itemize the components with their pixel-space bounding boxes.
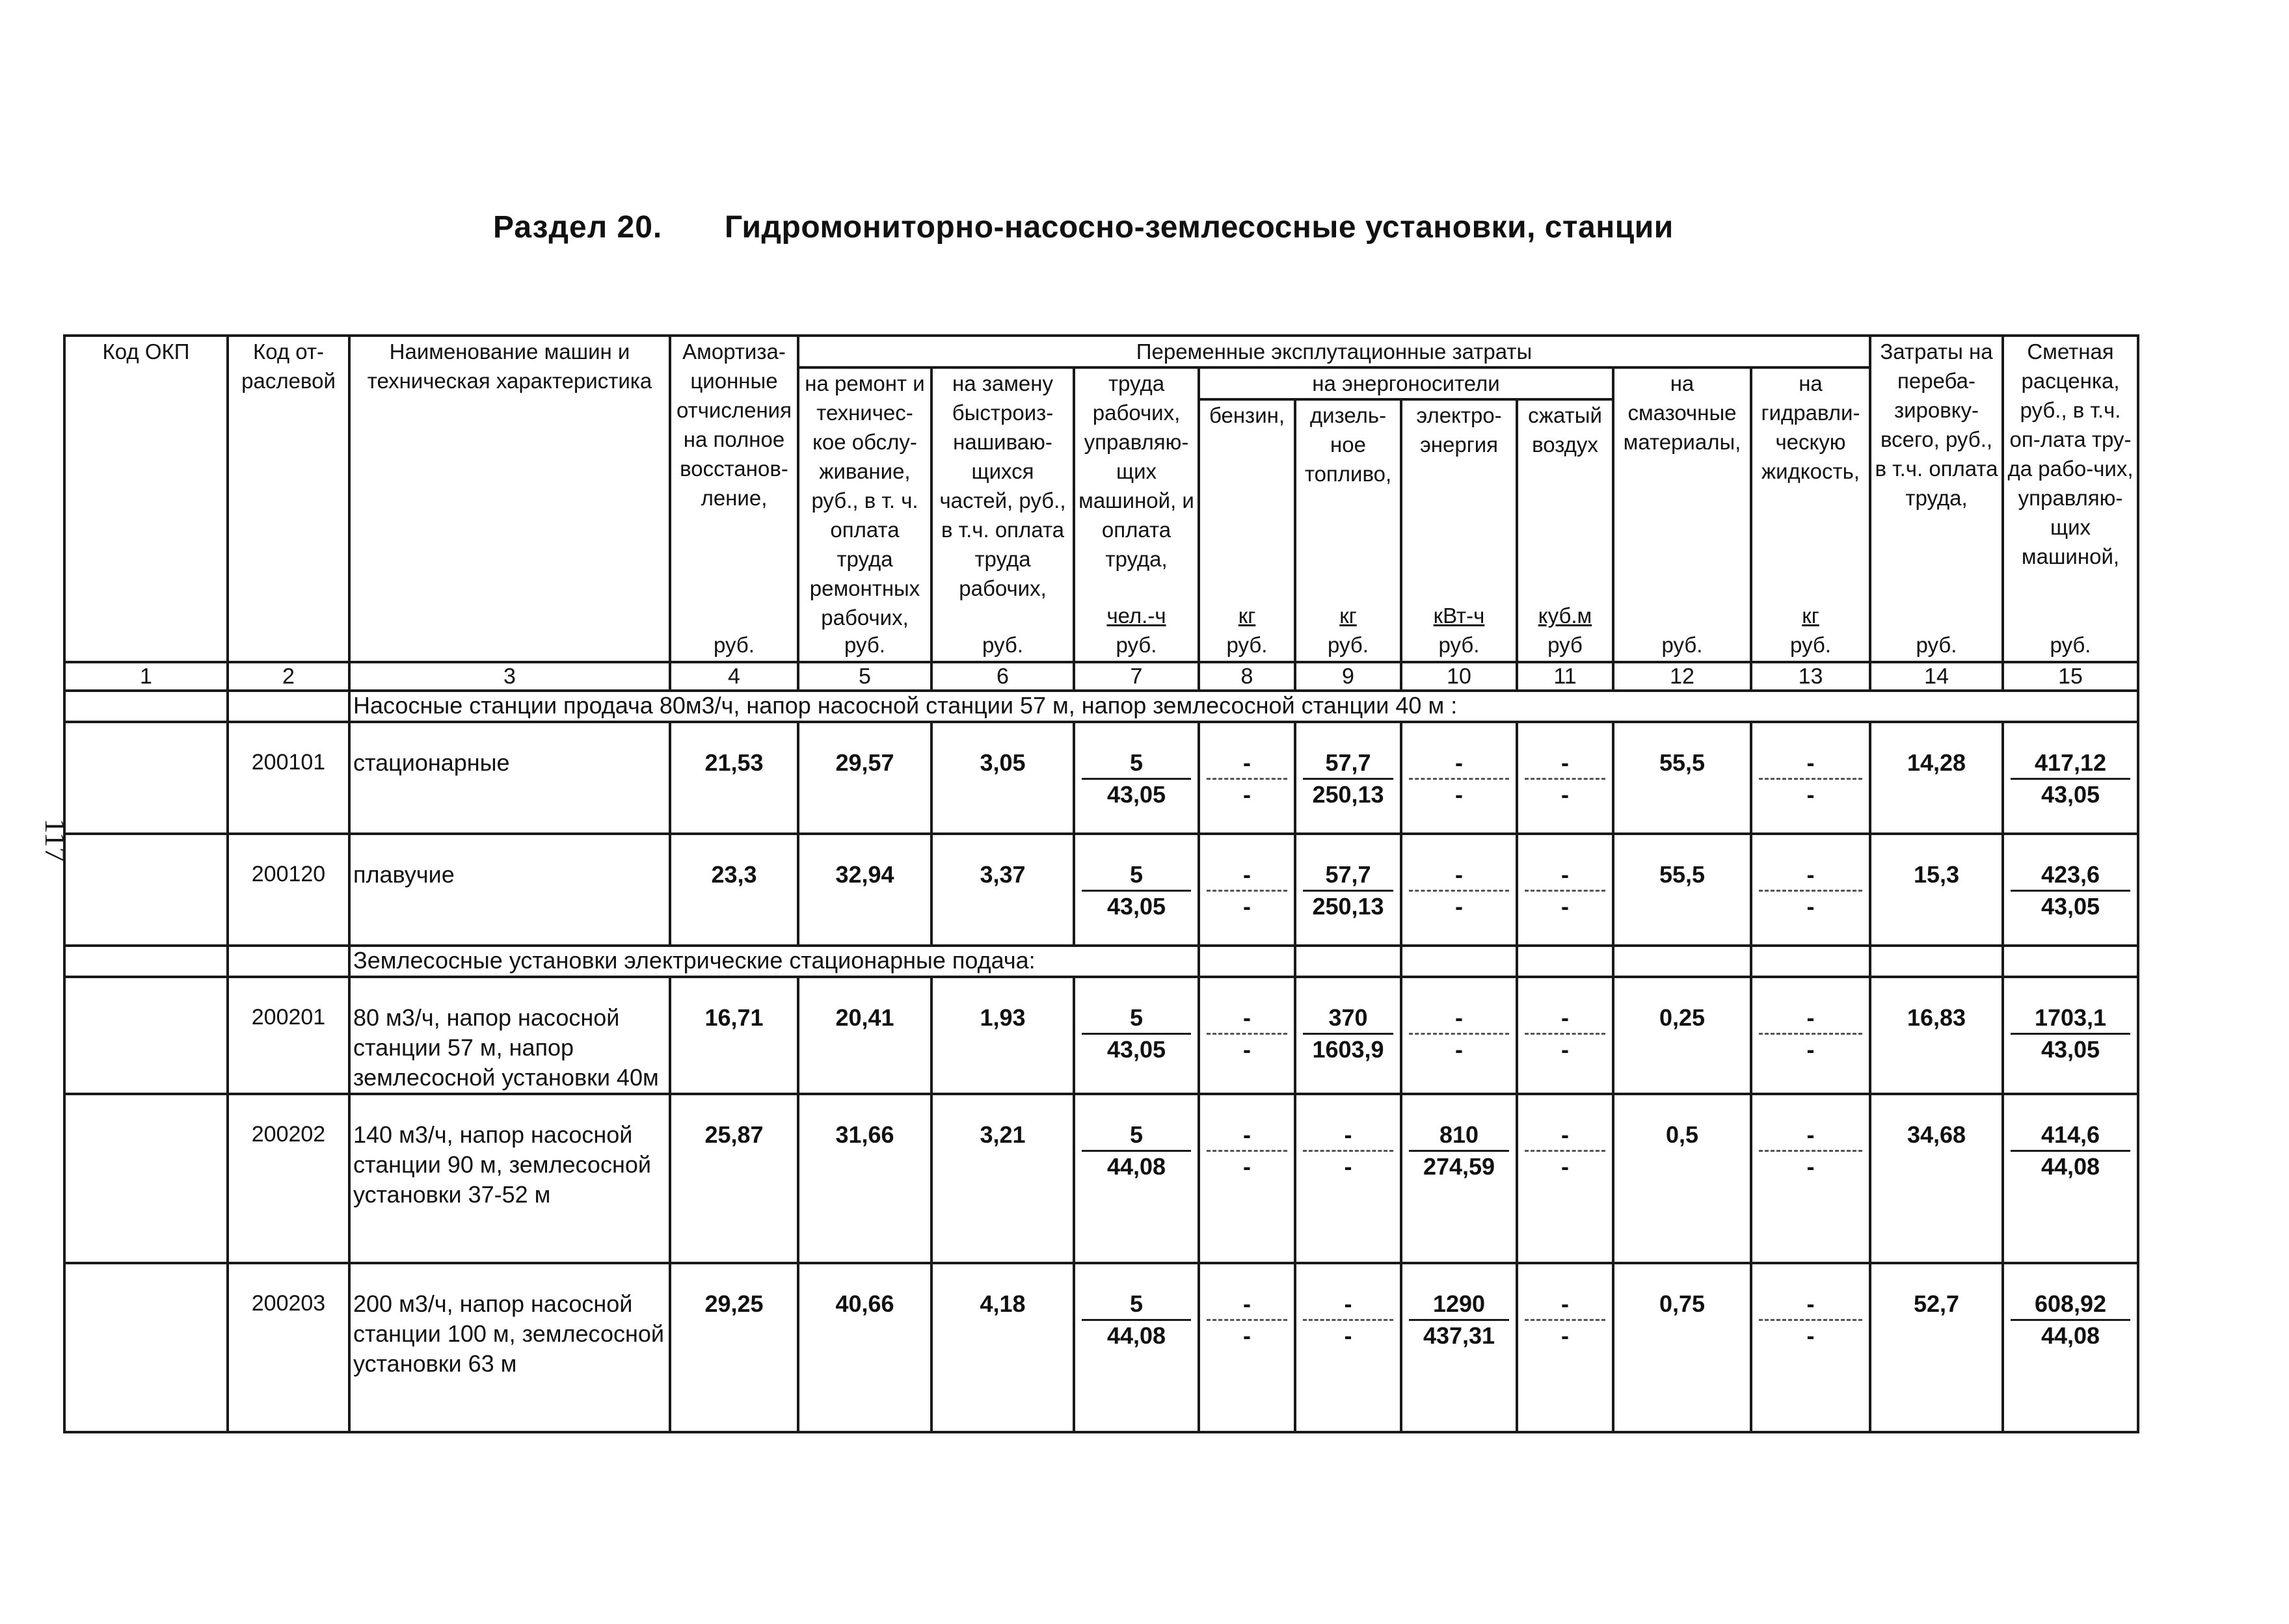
air-value: - - — [1517, 1094, 1613, 1263]
group-row — [64, 691, 2138, 722]
estimate-value: 1703,1 43,05 — [2003, 977, 2138, 1094]
col-number: 9 — [1295, 662, 1401, 691]
electricity-value: - - — [1401, 722, 1517, 834]
estimate-value: 423,6 43,05 — [2003, 834, 2138, 946]
col-number: 1 — [64, 662, 228, 691]
unit-label: куб.м — [1538, 604, 1592, 628]
unit-label: руб. — [1661, 633, 1703, 657]
unit-label: руб. — [1438, 633, 1480, 657]
lubricants-value: 0,25 — [1613, 977, 1751, 1094]
table-row — [64, 1263, 2138, 1432]
diesel-value: - - — [1295, 1094, 1401, 1263]
amortization-value: 29,25 — [670, 1263, 798, 1432]
lubricants-value: 55,5 — [1613, 722, 1751, 834]
group-title: Насосные станции продача 80м3/ч, напор насосной станции 57 м, напор землесосной станции 40 м : — [349, 691, 2138, 722]
machine-name: 140 м3/ч, напор насосной станции 90 м, землесосной установки 37-52 м — [349, 1094, 670, 1263]
amortization-value: 23,3 — [670, 834, 798, 946]
machine-name: 80 м3/ч, напор насосной станции 57 м, напор землесосной установки 40м — [349, 977, 670, 1094]
unit-label: руб. — [1916, 633, 1957, 657]
branch-code: 200203 — [228, 1263, 349, 1432]
petrol-value: - - — [1199, 722, 1295, 834]
unit-label: кг — [1339, 604, 1357, 628]
air-value: - - — [1517, 722, 1613, 834]
col-header-amortization: Амортиза-ционные отчисления на полное восстанов-ление, руб. — [670, 336, 798, 662]
branch-code: 200202 — [228, 1094, 349, 1263]
labor-value: 5 44,08 — [1074, 1094, 1199, 1263]
col-header-repair: на ремонт и техничес-кое обслу-живание, руб., в т. ч. оплата труда ремонтных рабочих, руб. — [798, 367, 931, 662]
labor-value: 5 44,08 — [1074, 1263, 1199, 1432]
hydraulic-value: - - — [1751, 722, 1870, 834]
col-number: 4 — [670, 662, 798, 691]
lubricants-value: 0,5 — [1613, 1094, 1751, 1263]
unit-label: руб. — [1328, 633, 1369, 657]
column-numbers-row — [64, 662, 2138, 691]
parts-value: 3,05 — [931, 722, 1074, 834]
air-value: - - — [1517, 977, 1613, 1094]
unit-label: руб. — [2050, 633, 2091, 657]
relocation-value: 34,68 — [1870, 1094, 2003, 1263]
branch-code: 200101 — [228, 722, 349, 834]
unit-label: руб. — [714, 633, 755, 657]
col-number: 6 — [931, 662, 1074, 691]
electricity-value: - - — [1401, 977, 1517, 1094]
repair-value: 40,66 — [798, 1263, 931, 1432]
estimate-value: 414,6 44,08 — [2003, 1094, 2138, 1263]
col-header-relocation: Затраты на переба-зировку-всего, руб., в т.ч. оплата труда, руб. — [1870, 336, 2003, 662]
relocation-value: 15,3 — [1870, 834, 2003, 946]
unit-label: чел.-ч — [1106, 604, 1166, 628]
col-header-okp: Код ОКП — [64, 336, 228, 662]
col-header-energy: на энергоносители — [1199, 367, 1613, 399]
hydraulic-value: - - — [1751, 834, 1870, 946]
col-header-estimate: Сметная расценка, руб., в т.ч. оп-лата тру-да рабо-чих, управляю-щих машиной, руб. — [2003, 336, 2138, 662]
col-number: 2 — [228, 662, 349, 691]
hydraulic-value: - - — [1751, 977, 1870, 1094]
section-title: Гидромониторно-насосно-землесосные установки, станции — [725, 210, 1674, 245]
machine-name: 200 м3/ч, напор насосной станции 100 м, землесосной установки 63 м — [349, 1263, 670, 1432]
petrol-value: - - — [1199, 834, 1295, 946]
air-value: - - — [1517, 834, 1613, 946]
electricity-value: - - — [1401, 834, 1517, 946]
hydraulic-value: - - — [1751, 1094, 1870, 1263]
col-header-name: Наименование машин и техническая характеристика — [349, 336, 670, 662]
col-number: 3 — [349, 662, 670, 691]
branch-code: 200201 — [228, 977, 349, 1094]
col-header-branch-code: Код от-раслевой — [228, 336, 349, 662]
unit-label: руб. — [1116, 633, 1157, 657]
unit-label: кг — [1238, 604, 1256, 628]
repair-value: 20,41 — [798, 977, 931, 1094]
section-label: Раздел 20. — [493, 210, 663, 245]
electricity-value: 810 274,59 — [1401, 1094, 1517, 1263]
header-row-1 — [64, 336, 2138, 367]
col-number: 14 — [1870, 662, 2003, 691]
labor-value: 5 43,05 — [1074, 834, 1199, 946]
machine-name: плавучие — [349, 834, 670, 946]
parts-value: 3,21 — [931, 1094, 1074, 1263]
petrol-value: - - — [1199, 1094, 1295, 1263]
col-header-labor: труда рабочих, управляю-щих машиной, и оплата труда, чел.-ч руб. — [1074, 367, 1199, 662]
col-header-parts: на замену быстроиз-нашиваю-щихся частей, руб., в т.ч. оплата труда рабочих, руб. — [931, 367, 1074, 662]
cost-table — [63, 334, 2139, 1433]
table-row — [64, 977, 2138, 1094]
labor-value: 5 43,05 — [1074, 977, 1199, 1094]
page-title — [0, 209, 2289, 255]
col-number: 10 — [1401, 662, 1517, 691]
col-header-diesel: дизель-ное топливо, кг руб. — [1295, 399, 1401, 662]
table-row — [64, 834, 2138, 946]
col-number: 12 — [1613, 662, 1751, 691]
electricity-value: 1290 437,31 — [1401, 1263, 1517, 1432]
diesel-value: - - — [1295, 1263, 1401, 1432]
branch-code: 200120 — [228, 834, 349, 946]
lubricants-value: 55,5 — [1613, 834, 1751, 946]
group-row — [64, 946, 2138, 977]
unit-label: руб. — [844, 633, 885, 657]
repair-value: 29,57 — [798, 722, 931, 834]
parts-value: 1,93 — [931, 977, 1074, 1094]
col-number: 7 — [1074, 662, 1199, 691]
col-header-lubricants: на смазочные материалы, руб. — [1613, 367, 1751, 662]
unit-label: кВт-ч — [1433, 604, 1485, 628]
col-number: 8 — [1199, 662, 1295, 691]
diesel-value: 57,7 250,13 — [1295, 722, 1401, 834]
col-header-hydraulic: на гидравли-ческую жидкость, кг руб. — [1751, 367, 1870, 662]
table-row — [64, 1094, 2138, 1263]
amortization-value: 16,71 — [670, 977, 798, 1094]
labor-value: 5 43,05 — [1074, 722, 1199, 834]
col-number: 5 — [798, 662, 931, 691]
relocation-value: 14,28 — [1870, 722, 2003, 834]
col-header-petrol: бензин, кг руб. — [1199, 399, 1295, 662]
relocation-value: 52,7 — [1870, 1263, 2003, 1432]
unit-label: руб. — [1790, 633, 1831, 657]
col-number: 11 — [1517, 662, 1613, 691]
machine-name: стационарные — [349, 722, 670, 834]
estimate-value: 417,12 43,05 — [2003, 722, 2138, 834]
repair-value: 32,94 — [798, 834, 931, 946]
col-number: 15 — [2003, 662, 2138, 691]
unit-label: руб — [1547, 633, 1583, 657]
unit-label: руб. — [982, 633, 1023, 657]
relocation-value: 16,83 — [1870, 977, 2003, 1094]
col-header-electricity: электро-энергия кВт-ч руб. — [1401, 399, 1517, 662]
repair-value: 31,66 — [798, 1094, 931, 1263]
air-value: - - — [1517, 1263, 1613, 1432]
petrol-value: - - — [1199, 1263, 1295, 1432]
group-title: Землесосные установки электрические стационарные подача: — [349, 946, 1199, 977]
parts-value: 4,18 — [931, 1263, 1074, 1432]
lubricants-value: 0,75 — [1613, 1263, 1751, 1432]
hydraulic-value: - - — [1751, 1263, 1870, 1432]
amortization-value: 21,53 — [670, 722, 798, 834]
parts-value: 3,37 — [931, 834, 1074, 946]
estimate-value: 608,92 44,08 — [2003, 1263, 2138, 1432]
diesel-value: 57,7 250,13 — [1295, 834, 1401, 946]
amortization-value: 25,87 — [670, 1094, 798, 1263]
diesel-value: 370 1603,9 — [1295, 977, 1401, 1094]
table-row — [64, 722, 2138, 834]
unit-label: кг — [1802, 604, 1819, 628]
page-number: 117 — [39, 818, 72, 862]
col-header-air: сжатый воздух куб.м руб — [1517, 399, 1613, 662]
col-header-variable-costs: Переменные эксплутационные затраты — [798, 336, 1870, 367]
unit-label: руб. — [1226, 633, 1268, 657]
petrol-value: - - — [1199, 977, 1295, 1094]
col-number: 13 — [1751, 662, 1870, 691]
